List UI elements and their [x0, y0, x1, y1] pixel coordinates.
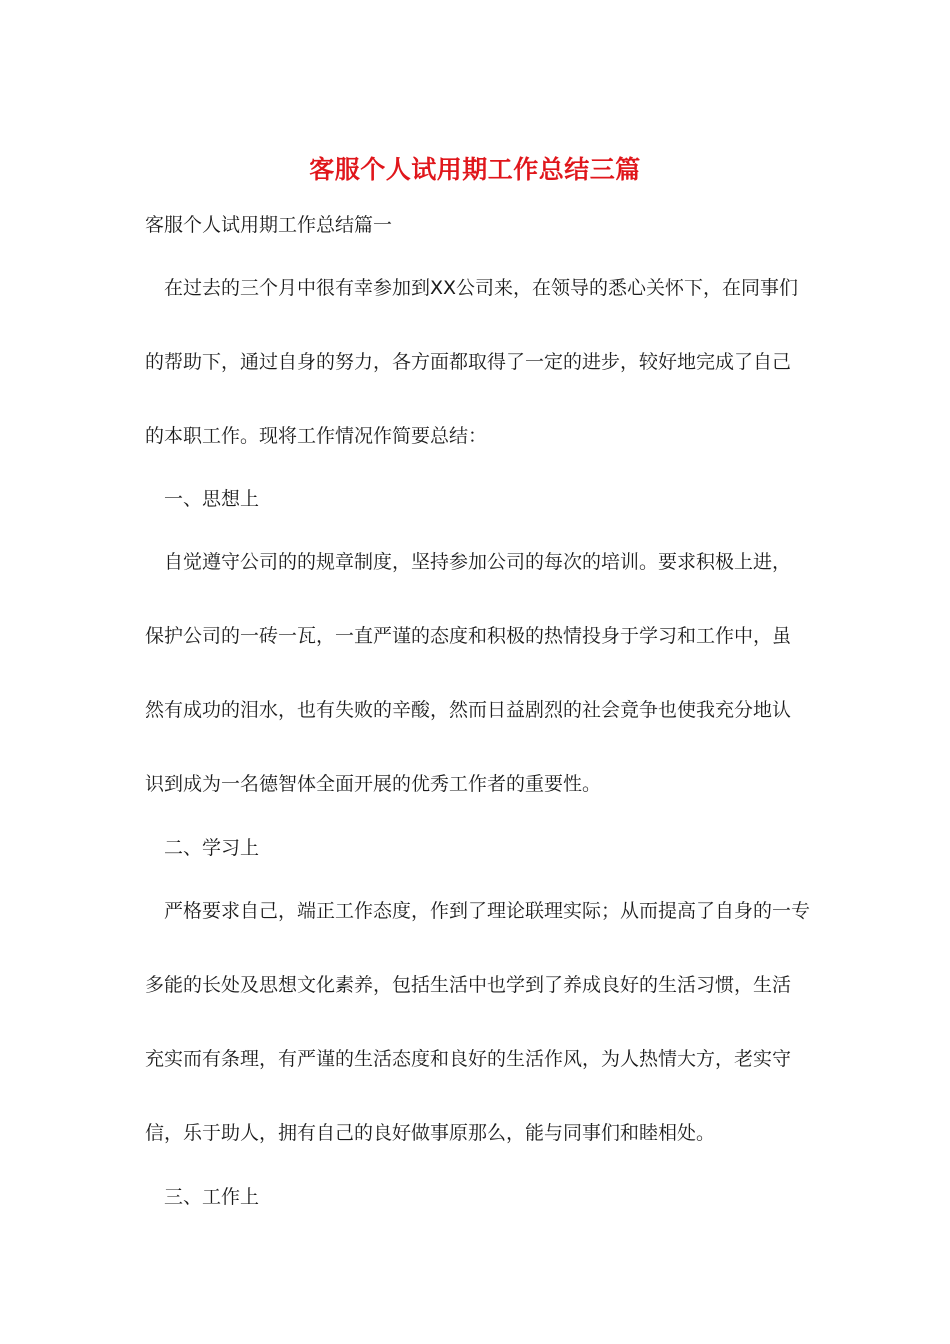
- section-heading: 一、思想上: [164, 488, 260, 510]
- paragraph-line: 多能的长处及思想文化素养，包括生活中也学到了养成良好的生活习惯，生活: [145, 974, 792, 996]
- paragraph-line: 识到成为一名德智体全面开展的优秀工作者的重要性。: [145, 773, 602, 795]
- section-subtitle: 客服个人试用期工作总结篇一: [145, 214, 393, 236]
- paragraph-line: 自觉遵守公司的的规章制度，坚持参加公司的每次的培训。要求积极上进，: [164, 551, 792, 573]
- document-title: 客服个人试用期工作总结三篇: [309, 155, 641, 184]
- paragraph-line: 的本职工作。现将工作情况作简要总结：: [145, 425, 488, 447]
- paragraph-line: 信，乐于助人，拥有自己的良好做事原那么，能与同事们和睦相处。: [145, 1122, 716, 1144]
- paragraph-line: 在过去的三个月中很有幸参加到XX公司来，在领导的悉心关怀下，在同事们: [164, 277, 799, 299]
- paragraph-line: 充实而有条理，有严谨的生活态度和良好的生活作风，为人热情大方，老实守: [145, 1048, 792, 1070]
- section-heading: 二、学习上: [164, 837, 260, 859]
- section-heading: 三、工作上: [164, 1186, 260, 1208]
- paragraph-line: 严格要求自己，端正工作态度，作到了理论联理实际；从而提高了自身的一专: [164, 900, 811, 922]
- paragraph-line: 的帮助下，通过自身的努力，各方面都取得了一定的进步，较好地完成了自己: [145, 351, 792, 373]
- paragraph-line: 然有成功的泪水，也有失败的辛酸，然而日益剧烈的社会竟争也使我充分地认: [145, 699, 792, 721]
- paragraph-line: 保护公司的一砖一瓦，一直严谨的态度和积极的热情投身于学习和工作中，虽: [145, 625, 792, 647]
